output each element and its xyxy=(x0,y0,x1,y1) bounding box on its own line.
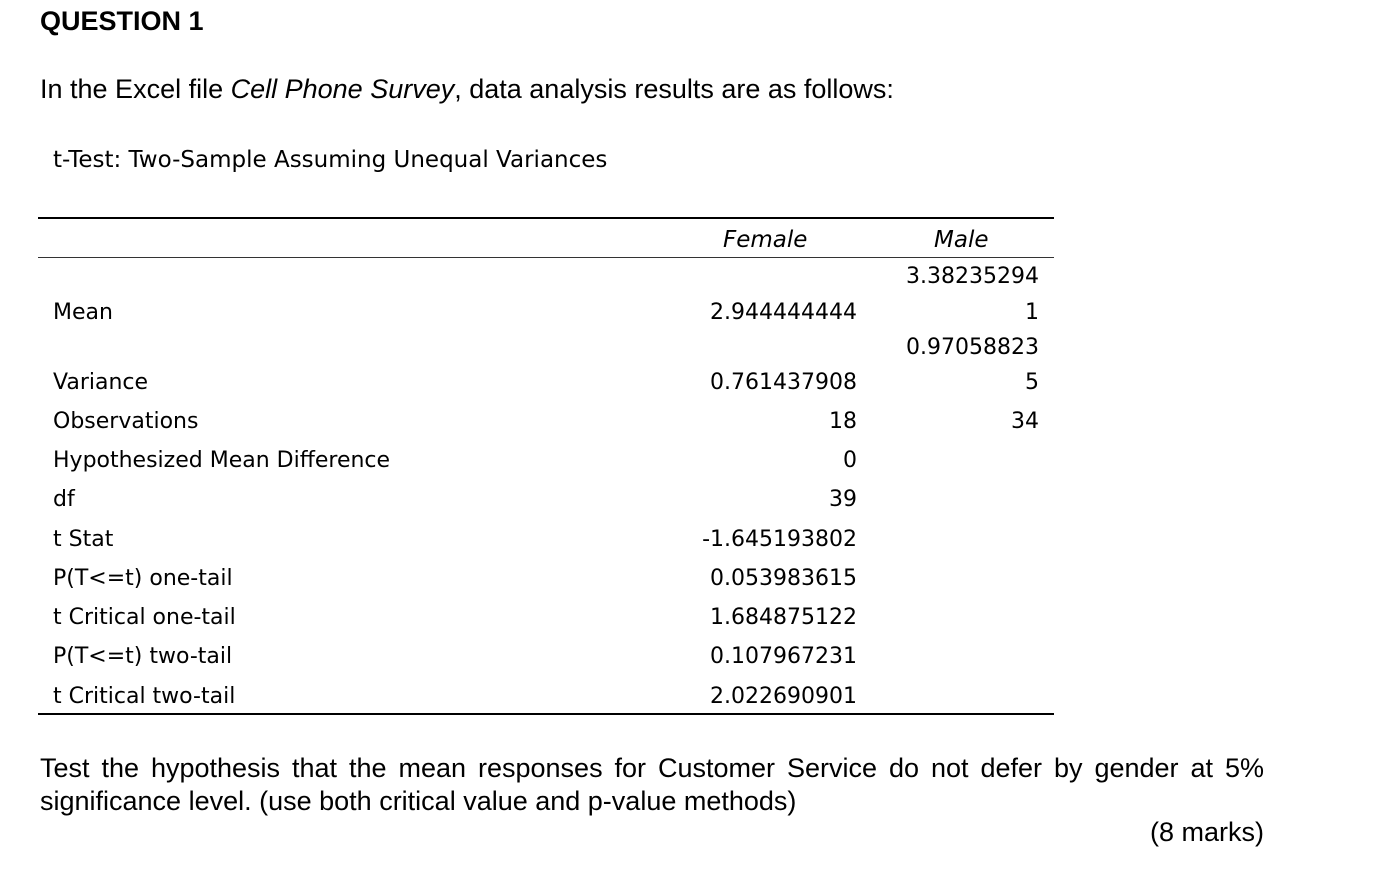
table-caption: t-Test: Two-Sample Assuming Unequal Variances xyxy=(53,147,608,173)
marks-label: (8 marks) xyxy=(1150,817,1264,847)
table-header-rule xyxy=(38,257,1054,258)
row-label-t-stat: t Stat xyxy=(53,527,114,552)
table-bottom-rule xyxy=(38,713,1054,715)
row-label-mean: Mean xyxy=(53,300,113,325)
hypothesized-mean-difference-value: 0 xyxy=(843,448,857,473)
mean-male-line2: 1 xyxy=(1025,300,1039,325)
intro-before: In the Excel file xyxy=(40,74,231,104)
row-label-hypothesized-mean-difference: Hypothesized Mean Difference xyxy=(53,448,391,473)
row-label-p-one-tail: P(T<=t) one-tail xyxy=(53,566,233,591)
variance-male-line1: 0.97058823 xyxy=(906,335,1039,360)
intro-after: , data analysis results are as follows: xyxy=(454,74,894,104)
question-text: Test the hypothesis that the mean responses for Customer Service do not defer by gender at 5% significance level. (use both critical value and p-value methods) xyxy=(40,753,1264,816)
row-label-df: df xyxy=(53,487,75,512)
p-one-tail-value: 0.053983615 xyxy=(710,566,857,591)
row-label-t-critical-one-tail: t Critical one-tail xyxy=(53,605,236,630)
p-two-tail-value: 0.107967231 xyxy=(710,644,857,669)
row-label-variance: Variance xyxy=(53,370,149,395)
df-value: 39 xyxy=(829,487,857,512)
intro-text xyxy=(40,74,894,105)
observations-female: 18 xyxy=(829,409,857,434)
t-critical-one-tail-value: 1.684875122 xyxy=(710,605,857,630)
t-critical-two-tail-value: 2.022690901 xyxy=(710,684,857,709)
observations-male: 34 xyxy=(1011,409,1039,434)
variance-female: 0.761437908 xyxy=(710,370,857,395)
question-heading: QUESTION 1 xyxy=(40,6,204,36)
mean-male-line1: 3.38235294 xyxy=(906,264,1039,289)
variance-male-line2: 5 xyxy=(1025,370,1039,395)
column-header-male: Male xyxy=(934,227,989,253)
file-name: Cell Phone Survey xyxy=(230,74,455,104)
mean-female: 2.944444444 xyxy=(710,300,857,325)
column-header-female: Female xyxy=(723,227,808,253)
t-stat-value: -1.645193802 xyxy=(702,527,857,552)
row-label-t-critical-two-tail: t Critical two-tail xyxy=(53,684,236,709)
row-label-observations: Observations xyxy=(53,409,199,434)
row-label-p-two-tail: P(T<=t) two-tail xyxy=(53,644,233,669)
table-top-rule xyxy=(38,217,1054,219)
